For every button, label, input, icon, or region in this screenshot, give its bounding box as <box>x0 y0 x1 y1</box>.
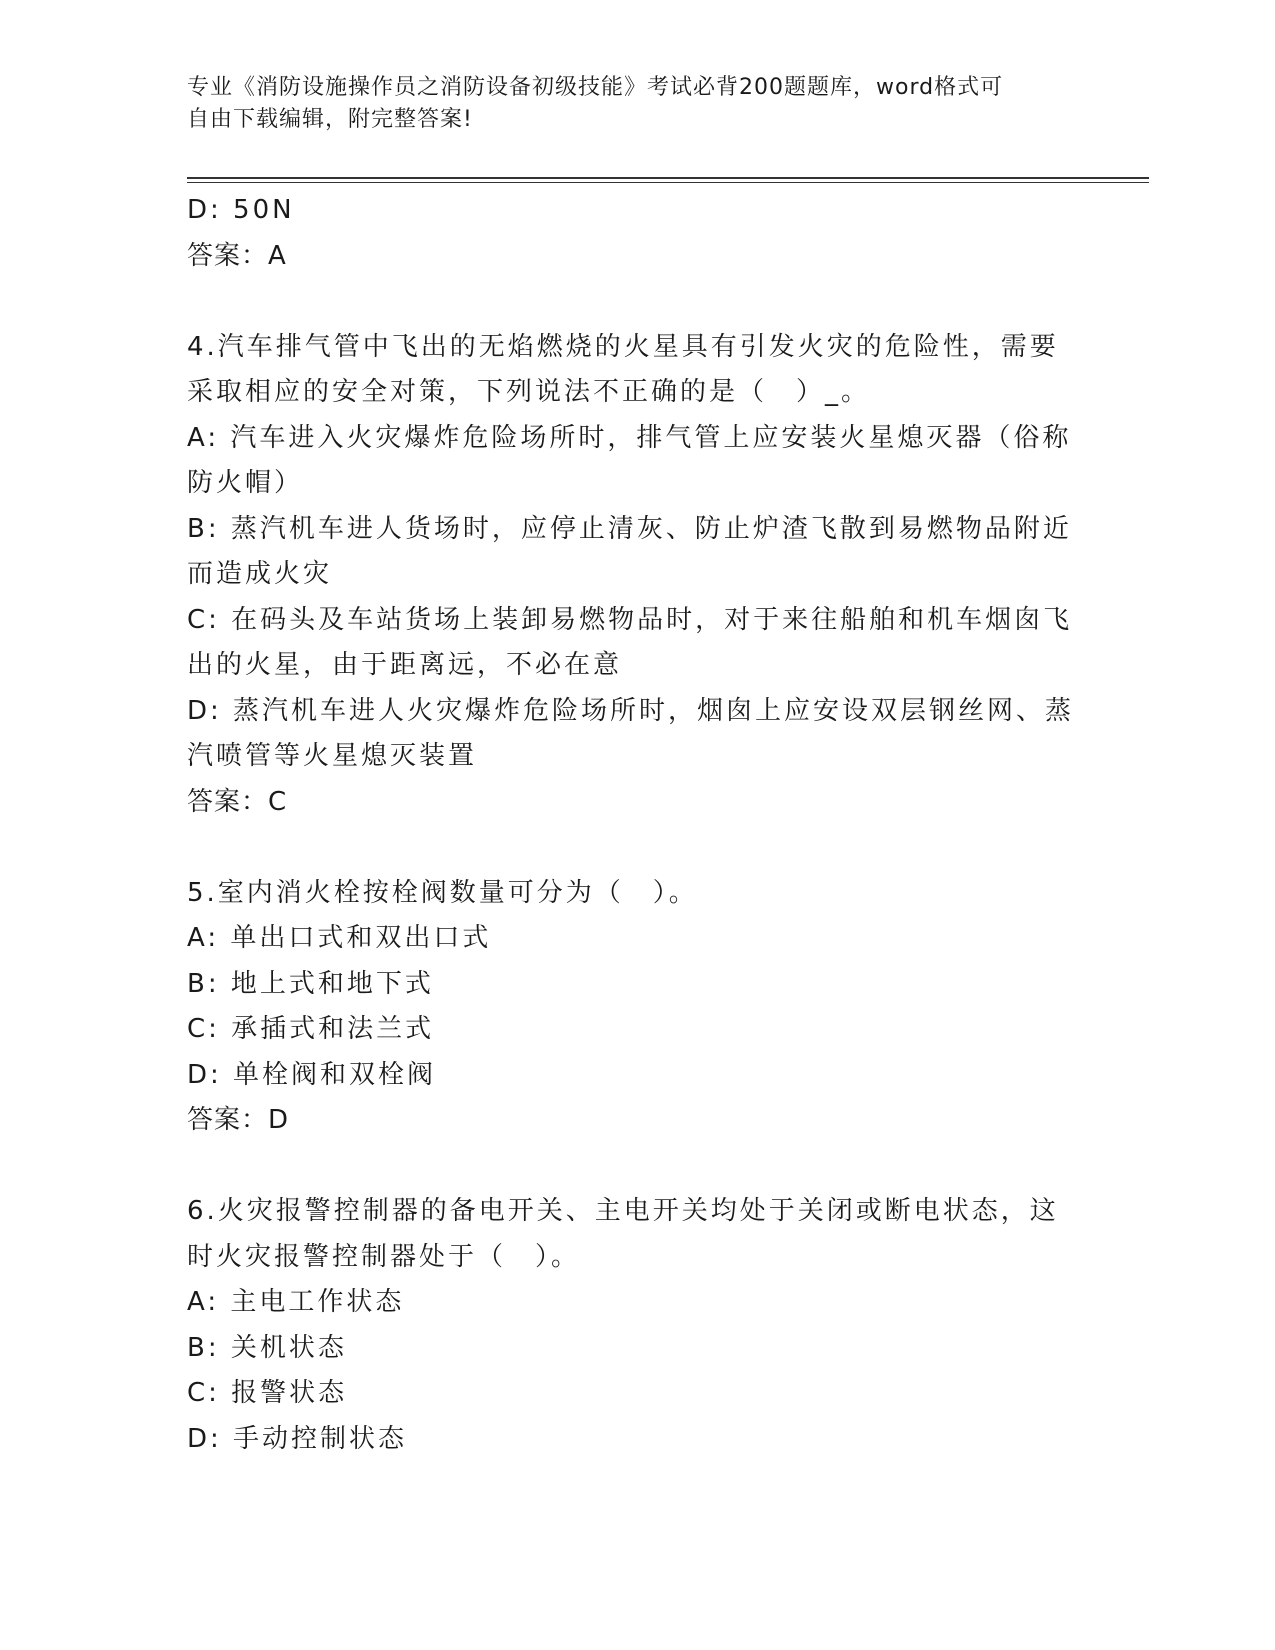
question-stem-line: 6.火灾报警控制器的备电开关、主电开关均处于关闭或断电状态，这 <box>187 1196 1059 1226</box>
option-d: D: 手动控制状态 <box>187 1423 408 1454</box>
question-stem-line: 5.室内消火栓按栓阀数量可分为（ ）。 <box>187 877 698 908</box>
option-d: D: 蒸汽机车进人火灾爆炸危险场所时，烟囱上应安设双层钢丝网、蒸 <box>187 695 1075 726</box>
question-6 <box>187 1189 1087 1462</box>
option-b: B: 蒸汽机车进人货场时，应停止清灰、防止炉渣飞散到易燃物品附近 <box>187 513 1072 544</box>
option-c: C: 报警状态 <box>187 1378 348 1408</box>
option-c: C: 在码头及车站货场上装卸易燃物品时，对于来往船舶和机车烟囱飞 <box>187 604 1073 635</box>
option-c-cont: 出的火星，由于距离远，不必在意 <box>187 650 623 680</box>
option-c: C: 承插式和法兰式 <box>187 1014 435 1044</box>
answer-label: 答案：C <box>187 786 288 817</box>
option-a: A: 主电工作状态 <box>187 1287 405 1317</box>
question-content <box>187 188 1087 1462</box>
header-divider-thick <box>187 177 1149 179</box>
option-d: D: 单栓阀和双栓阀 <box>187 1059 437 1090</box>
option-a-cont: 防火帽） <box>187 468 304 498</box>
header-line-1: 专业《消防设施操作员之消防设备初级技能》考试必背200题题库，word格式可 <box>187 75 1004 100</box>
spacer <box>187 1144 1087 1190</box>
option-a: A: 单出口式和双出口式 <box>187 923 492 953</box>
option-a: A: 汽车进入火灾爆炸危险场所时，排气管上应安装火星熄灭器（俗称 <box>187 422 1072 453</box>
spacer <box>187 279 1087 325</box>
question-stem-line: 时火灾报警控制器处于（ ）。 <box>187 1241 581 1272</box>
option-b: B: 地上式和地下式 <box>187 968 434 999</box>
question-stem-line: 4.汽车排气管中飞出的无焰燃烧的火星具有引发火灾的危险性，需要 <box>187 331 1059 362</box>
question-4 <box>187 325 1087 826</box>
option-d-cont: 汽喷管等火星熄灭装置 <box>187 741 478 771</box>
option-b-cont: 而造成火灾 <box>187 559 333 589</box>
header-divider-thin <box>187 182 1149 183</box>
option-d: D: 50N <box>187 195 295 225</box>
answer-label: 答案：D <box>187 1105 290 1135</box>
question-3-tail <box>187 188 1087 279</box>
option-b: B: 关机状态 <box>187 1332 347 1363</box>
page-header <box>187 72 1067 136</box>
question-stem-line: 采取相应的安全对策，下列说法不正确的是（ ）_。 <box>187 377 871 407</box>
header-line-2: 自由下载编辑，附完整答案! <box>187 107 473 132</box>
answer-label: 答案：A <box>187 240 287 271</box>
spacer <box>187 825 1087 871</box>
question-5 <box>187 871 1087 1144</box>
